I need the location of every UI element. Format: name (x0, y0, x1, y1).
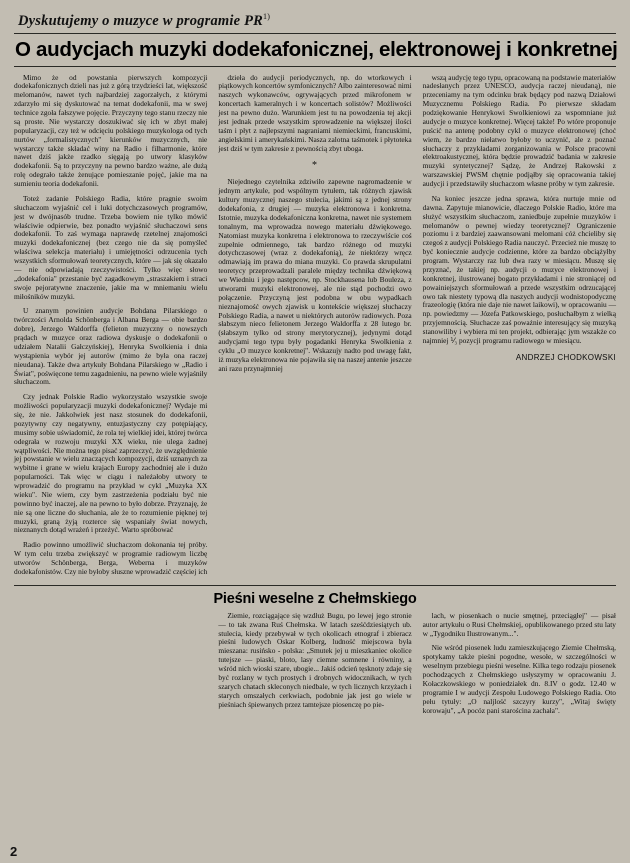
article-column-3 (423, 74, 616, 363)
divider-under-headline (14, 66, 616, 67)
kicker-text: Dyskutujemy o muzyce w programie PR (18, 12, 264, 29)
paragraph: Ziemie, rozciągające się wzdłuż Bugu, po lewej jego stronie — to tak zwana Ruś Chełmska. W latach sześćdziesiątych ub. stulecia, kiedy przebywał w tych okolicach etnograf i zbieracz pieśni ludowych Oskar Kolberg, ludność miejscowa była mieszana: rusińsko - polska: „Smutek jej u mieszkaniec okolice tutejsze — piaski, bloto, lasy ciemne somnene i równiny, a wśród nich wioski szare, ubogie... Jakiś odcień tęsknoty zdaje się być rozlany w tych prostych i drobnych widocznikach, w tych szarych chatach skleconych niedbale, w tych licznych krzyżach i starych omszałych cerkwiach, podobnie jak jest go wiele w pieśniach śpiewanych przez tamtejsze piosenczę po pie- (218, 610, 412, 709)
paragraph: Na koniec jeszcze jedna sprawa, która nurtuje mnie od dawna. Zapytuje mianowicie, dlaczego Polskie Radio, które ma służyć wszystkim słuchaczom, zaniedbuje zupełnie muzyków i melomanów o pewnej wiedzy teoretycznej? Ograniczenie poziomu i z bardziej zaawansowani melomani cóż chcieliby się czegoś z audycji Polskiego Radia nauczyć. Przecież nie muszę to być koniecznie audycje codzienne, które za bardzo obciążyłby program. Wystarczy raz lub dwa razy w miesiącu. Muszę się przyznać, że takiej np. audycji o muzyce elektronowej i konkretnej, ilustrowanej bogato przykładami i nie stroniącej od powainiejszych sformułowań a przede wszystkim odrzucającej owo tak niestety typową dla naszych audycji wodnistopodycznę frazeologię (która nie daje nie nawet laikowi), w opracowaniu — np. powiedzmy — Józefa Patkowskiego, posłuchałbym z wielką przyjemnością. Słuchacze zaś poważnie interesujący się muzyką stanowiliby i wybiera mi ten projekt, odbierając jym wszakże co najmniej ⅟₃ pozycji programu radiowego w miesiącu. (422, 193, 616, 345)
paragraph: U znanym powinien audycje Bohdana Pilarskiego o twórczości Arnolda Schönberga i Albana Berga — obie bardzo dobre), Jerzego Waldorffa (felieton muzyczny o nowszych prądach w muzyce oraz radiowa dyskusje o dodekafonii o udziałem Natalii Gałczyńskiej), Henryka Swolkienia i dnia wystąpienia wybór jej autorów (mimo że była ona raczej nieudana). Także dwa artykuły Bohdana Pilarskiego w „Radio i Świat", poświęcone temu zagadnieniu, na pewno wiele wyjaśniły słuchaczom. (14, 306, 208, 387)
paragraph: Nie wśród piosenek ludu zamieszkującego Ziemie Chełmską, spotykamy także pieśni pogodne, wesołe, w szczególności w weselnym przebiegu pieśni weselne. Kilka tego rodzaju piosenek pochodzących z Chełmskiego usłyszymy w opracowaniu J. Kołaczkowskiego w poniedziałek dn. 8.IV o godz. 12.40 w programie I w audycji Zespołu Ludowego Polskiego Radia. Oto pełu tytuły: „O naljlość szczyry kurzy", „Witaj święty korowaju", „A pocóz pani starościna zachała". (422, 643, 616, 715)
paragraph: dzieła do audycji periodycznych, np. do wtorkowych i piątkowych koncertów symfonicznych? Albo zainteresować nimi naszych wykonawców, ogrywających przed mikrofonem w koncertach kameralnych i w koncertach solistów? Możliwości jest na pewno dużo. Warunkiem jest tu na powodzenia tej akcji jest jednak przede wszystkim sprowadzenie na większej ilości taśm i płyt z najlepszymi nagraniami niemieckimi, francuskimi, angielskimi i amerykańskimi. Nasza zalotna taśmotek i płytoteka jest dziś w tym zakresie z pewnością zbyt uboga. (218, 72, 412, 153)
section-separator: * (311, 160, 318, 172)
paragraph: Toteż zadanie Polskiego Radia, które pragnie swoim słuchaczom wyjaśnić cel i luki dotychczasowych programów, jest w dwójnasób trudne. Trzeba bowiem nie tylko mówić właściwie odpierwie, bez ponadto wyjaśnić słuchaczowi sens dodekafonii. To zaś wymaga naprawdę rzetelnej znajomości muzyki dodekafonicznej (bez czego nie da się pomyśleć właściwa selekcja materiału) i umiejętności odrzucenia tych wszystkich sformułowań teoretycznych, które — jak się okazało — nie odpowiadają rzeczywistości. Tylko więc słowo „dodekafonia" przestanie być zagadkowym „straszakiem i straci swoje pejoratywne znaczenie, jakie ma w mniemaniu wielu miłośników muzyki. (14, 193, 208, 301)
paragraph: Radio powinno umożliwić słuchaczom dokonania tej próby. W tym celu trzeba zwiększyć w programie radiowym liczbę utworów Schönberga, Berga, Weberna i muzyków dodekafonistów. Czy nie byłoby słuszne wprowadzić częściej ich (14, 540, 208, 576)
kicker (18, 12, 616, 30)
lower-article-columns (14, 612, 616, 716)
section-title: Pieśni weselne z Chełmskiego (213, 590, 417, 607)
lower-column-2 (423, 612, 616, 716)
page-title: O audycjach muzyki dodekafonicznej, elektronowej i konkretnej (15, 37, 618, 61)
article-column-1 (14, 74, 207, 577)
paragraph: Mimo że od powstania pierwszych kompozycji dodekafonicznych dzieli nas już z górą trzydzieści lat, większość melomanów, nawet tych najbardziej zagorzałych, z którymi zdarzyło mi się dyskutować na temat dodekafonii, ma w swej technice zgoła fałszywe pojęcie. Przyczyny tego stanu rzeczy nie są proste. Nie wystarczy doszukiwać się ich w zbyt małej popularyzacji, czy też w odcięciu polskiego muzykologa od tych nurtów „formalistycznych" kierunków muzycznych, nie wystarczy także składać winy na Radio i filharmonie, które nawet dziś jakże rzadko sięgają po utwory klasyków dodekafonii. Są to przyczyny na pewno bardzo ważne, ale dużą rolę odegrało także żenujące pomieszanie pojęć, jakie ma na sumieniu teoria dodekafonii. (14, 72, 208, 189)
divider-top (14, 33, 616, 34)
lower-column-1 (218, 612, 411, 710)
paragraph: Niejednego czytelnika zdziwiło zapewne nagromadzenie w jednym artykule, pod wspólnym tytułem, tak różnych zjawisk kultury muzycznej naszego stulecia, jakimi są z jednej strony dodekafonia, z drugiej — muzyka elektronowa i konkretna. Istotnie, muzyka dodekafoniczna konkretna, nawet nie systemem tonalnym, ma wprowadza nowego materiału dźwiękowego. Natomiast muzyka konkretna i elektronowa to rzeczywiście coś zupełnie odmiennego, tak bardzo różnego od muzyki dotychczasowej (wraz z dodekafonią), że niektórzy wręcz odmawiają im prawa do miana muzyki. Co prawda skrupulatni teoretycy przeprowadzali paralele między technika dźwiękową we Wiedniu i jego następcow, np. Stockhausena lub Bouleza, z utworami muzyki elektronowej, ale nie stąd pochodzi owo połączenie. Przyczyną jest podobna w obu wypadkach nieznajomość owych zjawisk u kontekście większej słuchaczy Polskiego Radia, a nawet u niektórych autorów radiowych. Poza słabszym nieco felietonem Jerzego Waldorffa z 28 lutego br. (słabszym tylko od strony merytorycznej), jedynymi dotąd audycjami tego typu były pogadanki Henryka Swolkienia z cyklu „O muzyce konkretnej". Wskazujy nadto pod uwagę fakt, iż muzyka elektronowa nie pojawiła się na naszej antenie jeszcze ani razu przynajmniej (218, 177, 412, 373)
article-columns (14, 74, 616, 577)
article-column-2 (218, 74, 411, 374)
paragraph: wszą audycję tego typu, opracowaną na podstawie materiałów nadesłanych przez UNESCO, audycja raczej nieudaną), nie przeceniamy na tym odcinku brak będący pod nazwą Działowi Muzycznemu Polskiego Radia. Po pierwsze składam podziękowanie Henrykowi Swolkieniowi za wspomniane już audycje o muzyce konkretnej. Więcej także! Po wtóre proponuje puścić na antenę podobny cykl o muzyce elektronowej (choć wiem, że bardzo niełatwo byłoby to uczynić, ale z poznać słuchaczy z przykładami zorganizowania w Polsce pracowni elektroakustycznej, która będzie prowadzić badania w zakresie muzyki syntetycznej? Sądzę, że Andrzej Rakowski z warszawskiej PWSM chętnie podjąłby się opracowania takiej audycji i przedstawiły słuchaczom własne próby w tym zakresie. (422, 72, 616, 189)
divider-above-subhead (14, 585, 616, 586)
page-number: 2 (10, 844, 18, 859)
kicker-footnote-marker: 1) (263, 12, 271, 21)
article-byline: ANDRZEJ CHODKOWSKI (515, 352, 616, 362)
paragraph: lach, w piosenkach o nucie smętnej, przeciągłej" — pisał autor artykułu o Rusi Chełmskiej, opublikowanego przed stu laty w „Tygodniku Ilustrowanym...". (422, 610, 616, 638)
paragraph: Czy jednak Polskie Radio wykorzystało wszystkie swoje możliwości popularyzacji muzyki dodekafonicznej? Wydaje mi się, że nie. Jakkolwiek jest nasz stosunek do dodekafonii, pozytywny czy negatywny, entuzjastyczny czy potępiający, musimy sobie uświadomić, że rola tej wielkiej idei, której twórca odegrała w rozwoju muzyki XX wieku, nie ulega żadnej wątpliwości. Nie można tego pisać zaprzeczyć, że uwzględnienie jej powstanie w wielu znaczących kompozycji, dziś uznanych za wybitne i grane w wielu krajach Europy zachodniej ale i dużo popularności. Tak więc w ciągu i należałoby utwory te wprowadzić do programu na przykład w cykl „Muzyka XX wieku". Nie wiem, czy bym zastrzeżenia podziału być nie powinno być inaczej, ale na pewno to było dobrze. Przyznaję, że nie są one liczne do słuchania, ale że to rozumienie pięknej tej muzyki, graną żyją rozterce się wspaniały świat nowych, nieznanych dotąd wrażeń i przeżyć. Warto spróbować (14, 392, 208, 535)
